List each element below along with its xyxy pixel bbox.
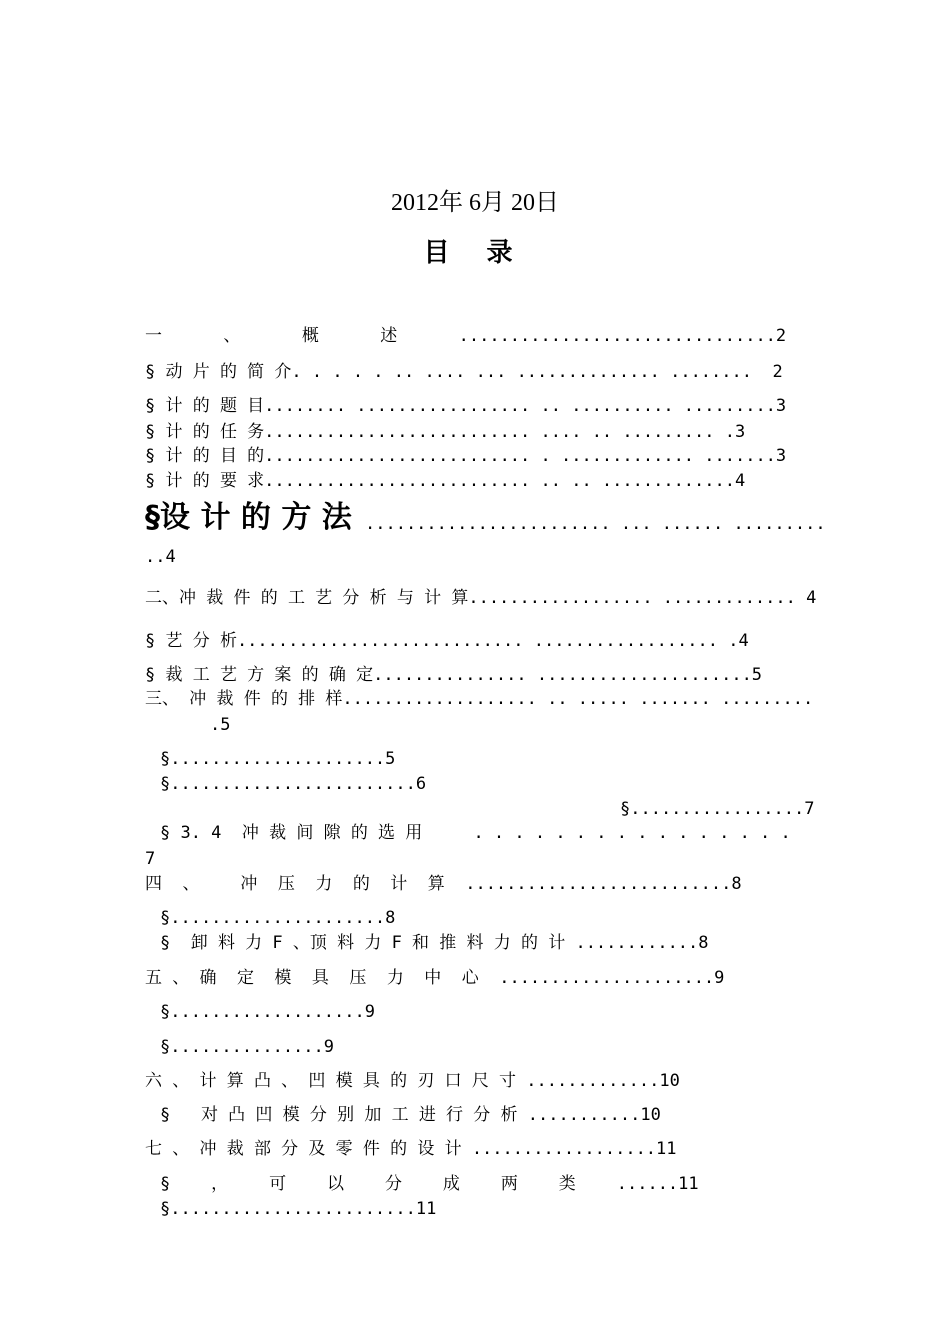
toc-entry[interactable]: §........................6 (160, 774, 427, 794)
toc-entry[interactable]: § 计 的 任 务.......................... .... .. ......... .3 (145, 422, 746, 442)
toc-entry: 7 (145, 849, 156, 869)
toc-entry[interactable]: §.....................5 (160, 749, 396, 769)
toc-entry[interactable]: §...................9 (160, 1002, 375, 1022)
toc-entry[interactable]: 七 、 冲 裁 部 分 及 零 件 的 设 计 ..................11 (145, 1139, 677, 1159)
toc-entry-dots: ........................ ... ...... ......... (365, 514, 826, 534)
toc-entry[interactable]: §.....................8 (160, 908, 396, 928)
toc-entry[interactable]: §...............9 (160, 1037, 334, 1057)
toc-entry[interactable]: 六 、 计 算 凸 、 凹 模 具 的 刃 口 尺 寸 .............10 (145, 1071, 680, 1091)
toc-entry[interactable]: 二、冲 裁 件 的 工 艺 分 析 与 计 算.................. ............. 4 (145, 588, 817, 608)
toc-entry-heading[interactable]: §设 计 的 方 法 (145, 500, 352, 535)
toc-entry[interactable]: § 3. 4 冲 裁 间 隙 的 选 用 . . . . . . . . . . . . . . . . (160, 823, 791, 843)
toc-entry[interactable]: §........................11 (160, 1199, 437, 1219)
toc-entry[interactable]: 一 、 概 述 ...............................2 (145, 326, 787, 346)
toc-entry: .5 (210, 715, 231, 735)
toc-entry[interactable]: § 艺 分 析............................ .................. .4 (145, 631, 749, 651)
toc-entry[interactable]: § 对 凸 凹 模 分 别 加 工 进 行 分 析 ...........10 (160, 1105, 661, 1125)
toc-entry[interactable]: § ， 可 以 分 成 两 类 ......11 (160, 1174, 699, 1194)
toc-entry[interactable]: § 动 片 的 简 介. . . . . .. .... ... .............. ........ 2 (145, 362, 783, 382)
toc-entry[interactable]: § 卸 料 力 F 、顶 料 力 F 和 推 料 力 的 计 ............8 (160, 933, 709, 953)
toc-entry[interactable]: 三、 冲 裁 件 的 排 样................... .. ..... ....... ......... (145, 689, 814, 709)
toc-entry[interactable]: § 裁 工 艺 方 案 的 确 定............... .....................5 (145, 665, 763, 685)
toc-entry[interactable]: § 计 的 目 的.......................... . ............. .......3 (145, 446, 787, 466)
toc-entry[interactable]: § 计 的 要 求.......................... .. .. .............4 (145, 471, 746, 491)
toc-entry: ..4 (145, 547, 176, 567)
toc-entry[interactable]: § 计 的 题 目........ ................. .. .......... .........3 (145, 396, 787, 416)
toc-entry[interactable]: 四 、 冲 压 力 的 计 算 ..........................8 (145, 874, 742, 894)
toc-title: 目 录 (423, 238, 527, 268)
toc-entry[interactable]: §.................7 (620, 799, 815, 819)
document-date: 2012年 6月 20日 (391, 190, 559, 216)
toc-entry[interactable]: 五 、 确 定 模 具 压 力 中 心 .....................9 (145, 968, 725, 988)
